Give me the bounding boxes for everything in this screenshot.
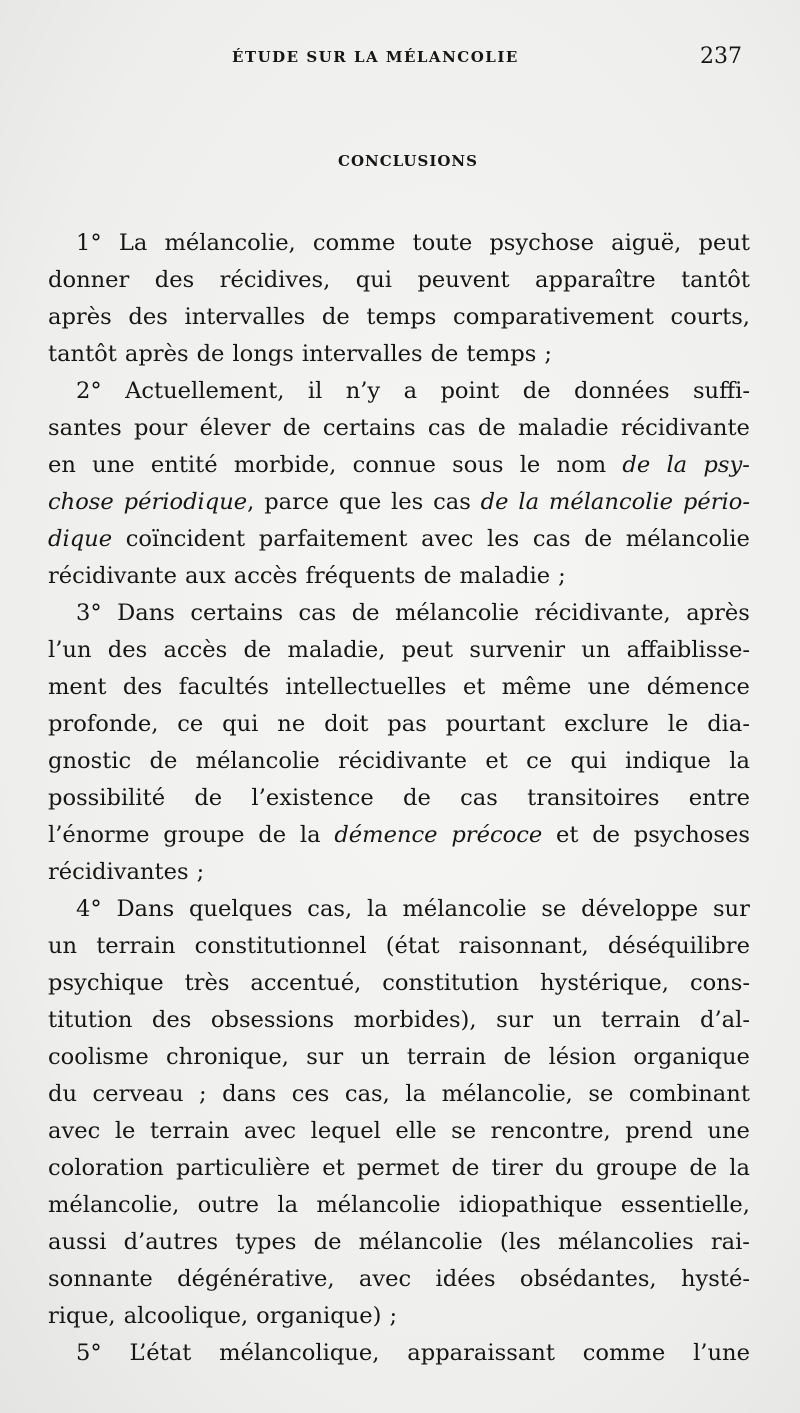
word: accès xyxy=(163,637,228,663)
text-line xyxy=(48,891,750,928)
word: terrain xyxy=(601,1007,681,1033)
word: 1° xyxy=(76,230,102,256)
word: alcoolique, xyxy=(123,1303,249,1329)
word: de xyxy=(196,341,225,367)
word: profonde, xyxy=(48,711,159,737)
word: le xyxy=(114,1118,136,1144)
word: groupe xyxy=(163,822,245,848)
word: aussi xyxy=(48,1229,107,1255)
word: peut xyxy=(698,230,750,256)
word: récidivantes xyxy=(48,859,189,885)
word: de xyxy=(477,415,506,441)
text-line xyxy=(48,1187,750,1224)
word: des xyxy=(128,304,168,330)
word: maladie, xyxy=(287,637,386,663)
word: 5° xyxy=(76,1340,102,1366)
word: très xyxy=(184,970,230,996)
word: l’existence xyxy=(251,785,374,811)
word: ; xyxy=(196,859,205,885)
word: suffi- xyxy=(692,378,750,404)
word: certains xyxy=(190,600,284,626)
word: psychose xyxy=(489,230,594,256)
word: récidives, xyxy=(219,267,331,293)
word: chose xyxy=(48,489,114,515)
word: intellectuelles xyxy=(285,674,447,700)
word: mélancolie, xyxy=(441,1081,573,1107)
word: avec xyxy=(243,1118,297,1144)
word: toute xyxy=(412,230,473,256)
text-line xyxy=(48,780,750,817)
word: et xyxy=(555,822,579,848)
word: psychoses xyxy=(633,822,750,848)
word: de xyxy=(592,822,621,848)
word: ce xyxy=(526,748,553,774)
word: cas xyxy=(427,415,466,441)
word: de xyxy=(194,785,223,811)
word: transitoires xyxy=(527,785,660,811)
word: cas xyxy=(460,785,498,811)
word: tirer xyxy=(491,1155,543,1181)
word: la xyxy=(729,1155,750,1181)
word: la xyxy=(299,822,321,848)
word: et xyxy=(322,1155,345,1181)
word: de xyxy=(243,637,272,663)
word: aux xyxy=(184,563,226,589)
word: idées xyxy=(435,1266,496,1292)
word: la xyxy=(729,748,750,774)
word: ; xyxy=(544,341,552,367)
word: de xyxy=(321,304,350,330)
word: sur xyxy=(712,896,750,922)
word: facultés xyxy=(178,674,269,700)
word: les xyxy=(391,489,424,515)
word: titution xyxy=(48,1007,133,1033)
word: accès xyxy=(233,563,298,589)
word: sur xyxy=(306,1044,344,1070)
word: mélancolie xyxy=(548,489,674,515)
word: cas xyxy=(532,526,571,552)
text-line xyxy=(48,743,750,780)
word: rique, xyxy=(48,1303,116,1329)
running-title: ÉTUDE SUR LA MÉLANCOLIE xyxy=(232,48,519,66)
word: organique) xyxy=(256,1303,382,1329)
text-line xyxy=(48,484,750,521)
word: mélancolie xyxy=(625,526,750,552)
word: récidivante xyxy=(338,748,468,774)
word: terrain xyxy=(96,933,176,959)
word: exclure xyxy=(564,711,649,737)
word: dia- xyxy=(707,711,750,737)
word: coolisme xyxy=(48,1044,149,1070)
word: une xyxy=(587,674,631,700)
text-line xyxy=(48,558,750,595)
word: obsessions xyxy=(210,1007,335,1033)
word: dans xyxy=(222,1081,277,1107)
text-line xyxy=(48,854,750,891)
text-line xyxy=(48,521,750,558)
text-line xyxy=(48,410,750,447)
word: santes xyxy=(48,415,122,441)
word: données xyxy=(574,378,670,404)
text-line xyxy=(48,1076,750,1113)
word: terrain xyxy=(406,1044,487,1070)
text-line xyxy=(48,1261,750,1298)
word: parce xyxy=(264,489,329,515)
word: ; xyxy=(558,563,566,589)
text-line xyxy=(48,1113,750,1150)
word: raisonnant, xyxy=(458,933,589,959)
word: combinant xyxy=(628,1081,750,1107)
text-line xyxy=(48,373,750,410)
word: de xyxy=(423,563,452,589)
word: le xyxy=(667,711,689,737)
word: l’un xyxy=(48,637,92,663)
word: idiopathique xyxy=(458,1192,603,1218)
word: qui xyxy=(570,748,607,774)
word: de xyxy=(503,1044,532,1070)
word: sous xyxy=(452,452,504,478)
word: point xyxy=(440,378,500,404)
word: un xyxy=(552,1007,582,1033)
word: de xyxy=(480,489,509,515)
word: maladie xyxy=(518,415,609,441)
word: il xyxy=(307,378,323,404)
word: ment xyxy=(48,674,107,700)
word: mélancolie, xyxy=(164,230,296,256)
word: démence xyxy=(646,674,750,700)
word: ; xyxy=(199,1081,207,1107)
word: développe xyxy=(581,896,699,922)
page-number: 237 xyxy=(700,44,742,69)
word: connue xyxy=(352,452,436,478)
word: cas xyxy=(298,600,337,626)
text-line xyxy=(48,595,750,632)
word: obsédantes, xyxy=(519,1266,657,1292)
word: possibilité xyxy=(48,785,166,811)
word: des xyxy=(151,1007,192,1033)
word: après xyxy=(686,600,750,626)
word: psy- xyxy=(703,452,750,478)
word: précoce xyxy=(451,822,543,848)
word: 4° xyxy=(76,896,102,922)
word: de xyxy=(403,785,431,811)
word: la xyxy=(518,489,540,515)
word: la xyxy=(277,1192,299,1218)
word: constitution xyxy=(382,970,520,996)
word: rencontre, xyxy=(490,1118,611,1144)
word: et xyxy=(462,674,486,700)
body-text xyxy=(48,225,750,1372)
word: donner xyxy=(48,267,130,293)
word: gnostic xyxy=(48,748,132,774)
word: temps xyxy=(466,341,537,367)
word: périodique, xyxy=(123,489,255,515)
page-header xyxy=(0,44,800,74)
word: psychique xyxy=(48,970,164,996)
word: cerveau xyxy=(92,1081,184,1107)
word: peut xyxy=(401,637,454,663)
word: de xyxy=(689,1155,718,1181)
word: courts, xyxy=(670,304,750,330)
word: mélancolie xyxy=(395,600,520,626)
word: d’autres xyxy=(123,1229,219,1255)
text-line xyxy=(48,817,750,854)
word: pas xyxy=(387,711,427,737)
word: groupe xyxy=(595,1155,678,1181)
word: mélancolie xyxy=(402,896,527,922)
word: morbides), xyxy=(353,1007,477,1033)
word: des xyxy=(107,637,148,663)
word: lequel xyxy=(310,1118,381,1144)
word: intervalles xyxy=(184,304,306,330)
word: tantôt xyxy=(48,341,117,367)
word: qui xyxy=(355,267,392,293)
word: entité xyxy=(150,452,218,478)
text-line xyxy=(48,928,750,965)
word: longs xyxy=(232,341,294,367)
word: La xyxy=(118,230,148,256)
word: se xyxy=(541,896,567,922)
text-line xyxy=(48,447,750,484)
word: de xyxy=(313,1229,342,1255)
word: morbide, xyxy=(233,452,337,478)
word: organique xyxy=(633,1044,750,1070)
word: de xyxy=(282,415,311,441)
word: ces xyxy=(291,1081,330,1107)
word: même xyxy=(501,674,572,700)
word: pour xyxy=(133,415,188,441)
word: prend xyxy=(625,1118,693,1144)
word: mélancolie xyxy=(195,748,320,774)
text-line xyxy=(48,336,750,373)
word: de xyxy=(622,452,651,478)
word: se xyxy=(451,1118,477,1144)
text-line xyxy=(48,299,750,336)
word: pourtant xyxy=(445,711,546,737)
word: quelques xyxy=(188,896,293,922)
word: apparaissant xyxy=(407,1340,555,1366)
word: Dans xyxy=(116,896,175,922)
word: 2° xyxy=(76,378,102,404)
word: (les xyxy=(499,1229,541,1255)
word: de xyxy=(258,822,287,848)
word: hystérique, xyxy=(540,970,669,996)
word: le xyxy=(519,452,541,478)
word: après xyxy=(48,304,112,330)
text-line xyxy=(48,225,750,262)
word: les xyxy=(487,526,520,552)
word: élever xyxy=(199,415,271,441)
word: de xyxy=(351,600,380,626)
word: du xyxy=(48,1081,78,1107)
word: entre xyxy=(688,785,750,811)
word: démence xyxy=(334,822,438,848)
word: lésion xyxy=(548,1044,617,1070)
word: mélancolie xyxy=(316,1192,441,1218)
word: particulière xyxy=(175,1155,311,1181)
word: sonnante xyxy=(48,1266,153,1292)
word: une xyxy=(707,1118,750,1144)
word: temps xyxy=(366,304,437,330)
word: fréquents xyxy=(305,563,416,589)
word: récidivante, xyxy=(534,600,671,626)
word: parfaitement xyxy=(258,526,408,552)
word: un xyxy=(581,637,611,663)
word: comparativement xyxy=(453,304,654,330)
word: qui xyxy=(222,711,259,737)
word: n’y xyxy=(345,378,381,404)
word: des xyxy=(154,267,195,293)
word: types xyxy=(235,1229,297,1255)
word: en xyxy=(48,452,76,478)
word: un xyxy=(360,1044,390,1070)
text-line xyxy=(48,706,750,743)
word: coïncident xyxy=(125,526,246,552)
word: mélancolique, xyxy=(219,1340,380,1366)
word: avec xyxy=(421,526,474,552)
word: Actuellement, xyxy=(125,378,285,404)
word: avec xyxy=(48,1118,101,1144)
word: cons- xyxy=(689,970,750,996)
text-line xyxy=(48,1150,750,1187)
text-line xyxy=(48,965,750,1002)
word: la xyxy=(366,896,388,922)
word: la xyxy=(666,452,688,478)
word: nom xyxy=(556,452,607,478)
word: pério- xyxy=(682,489,750,515)
section-heading: CONCLUSIONS xyxy=(338,152,478,170)
word: l’une xyxy=(693,1340,750,1366)
word: terrain xyxy=(149,1118,230,1144)
word: des xyxy=(122,674,163,700)
word: et xyxy=(485,748,508,774)
word: mélancolie xyxy=(358,1229,483,1255)
text-line xyxy=(48,632,750,669)
word: 3° xyxy=(76,600,102,626)
word: L’état xyxy=(129,1340,192,1366)
text-line xyxy=(48,1298,750,1335)
word: ce xyxy=(177,711,204,737)
word: ; xyxy=(389,1303,398,1329)
word: comme xyxy=(582,1340,666,1366)
text-line xyxy=(48,669,750,706)
text-line xyxy=(48,1335,750,1372)
word: cas, xyxy=(344,1081,390,1107)
word: une xyxy=(92,452,135,478)
word: elle xyxy=(395,1118,437,1144)
word: mélancolie, xyxy=(48,1192,180,1218)
word: essentielle, xyxy=(620,1192,750,1218)
word: survenir xyxy=(469,637,566,663)
word: la xyxy=(405,1081,427,1107)
word: mélancolies xyxy=(557,1229,694,1255)
word: rai- xyxy=(710,1229,750,1255)
word: récidivante xyxy=(48,563,177,589)
word: déséquilibre xyxy=(607,933,750,959)
text-line xyxy=(48,1224,750,1261)
word: tantôt xyxy=(681,267,750,293)
word: l’énorme xyxy=(48,822,150,848)
word: de xyxy=(584,526,613,552)
text-line xyxy=(48,262,750,299)
word: avec xyxy=(358,1266,412,1292)
word: constitutionnel xyxy=(194,933,367,959)
word: de xyxy=(522,378,551,404)
word: indique xyxy=(625,748,711,774)
word: cas xyxy=(433,489,471,515)
word: que xyxy=(338,489,382,515)
word: peuvent xyxy=(417,267,510,293)
word: comme xyxy=(312,230,396,256)
word: de xyxy=(430,341,459,367)
word: du xyxy=(554,1155,584,1181)
word: hysté- xyxy=(680,1266,750,1292)
word: après xyxy=(124,341,189,367)
word: permet xyxy=(356,1155,440,1181)
word: doit xyxy=(324,711,369,737)
word: apparaître xyxy=(535,267,656,293)
word: aiguë, xyxy=(611,230,682,256)
word: maladie xyxy=(459,563,551,589)
word: (état xyxy=(385,933,440,959)
word: outre xyxy=(197,1192,260,1218)
word: a xyxy=(403,378,418,404)
word: Dans xyxy=(117,600,175,626)
word: chronique, xyxy=(165,1044,289,1070)
word: coloration xyxy=(48,1155,164,1181)
word: dégénérative, xyxy=(177,1266,335,1292)
word: accentué, xyxy=(250,970,362,996)
word: d’al- xyxy=(699,1007,750,1033)
word: se xyxy=(588,1081,614,1107)
word: ne xyxy=(277,711,306,737)
text-line xyxy=(48,1039,750,1076)
word: sur xyxy=(496,1007,534,1033)
word: affaiblisse- xyxy=(626,637,750,663)
word: intervalles xyxy=(301,341,423,367)
word: un xyxy=(48,933,78,959)
word: de xyxy=(149,748,178,774)
word: dique xyxy=(48,526,113,552)
word: certains xyxy=(322,415,416,441)
word: cas, xyxy=(307,896,353,922)
word: de xyxy=(451,1155,480,1181)
word: récidivante xyxy=(620,415,750,441)
text-line xyxy=(48,1002,750,1039)
